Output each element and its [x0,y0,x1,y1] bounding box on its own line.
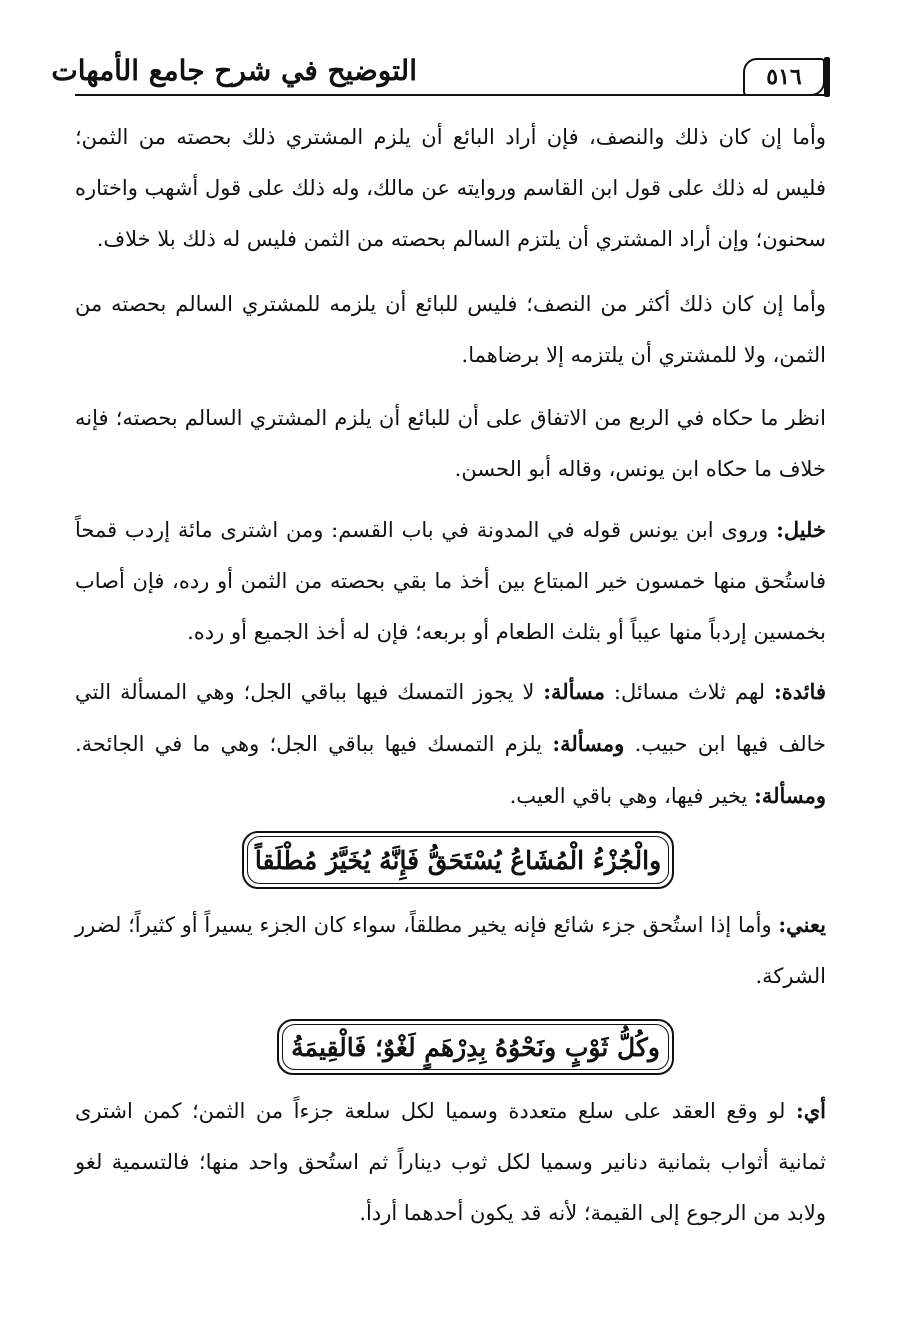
paragraph-lead: خليل: [776,517,826,542]
book-title: التوضيح في شرح جامع الأمهات [51,54,417,87]
paragraph-text: يخير فيها، وهي باقي العيب. [509,784,755,808]
matn-box-1 [242,831,674,889]
paragraph-3 [75,393,826,495]
paragraph-text: وأما إن كان ذلك والنصف، فإن أراد البائع أن يلزم المشتري ذلك بحصته من الثمن؛ فليس له ذلك على قول ابن القاسم وروايته عن مالك، وله ذلك على قول أشهب واختاره سحنون؛ وإن أراد المشتري أن يلتزم السالم بحصته من الثمن فليس له ذلك بلا خلاف. [75,125,826,251]
paragraph-2 [75,279,826,381]
page-number: ٥١٦ [743,58,825,96]
bold-term: ومسألة: [754,783,826,808]
paragraph-text: لو وقع العقد على سلع متعددة وسميا لكل سلعة جزءاً من الثمن؛ كمن اشترى ثمانية أثواب بثمانية دنانير وسميا لكل ثوب ديناراً ثم استُحق واحد منها؛ فالتسمية لغو ولابد من الرجوع إلى القيمة؛ لأنه قد يكون أحدهما أردأ. [75,1099,826,1225]
page-header [51,52,827,98]
paragraph-text: انظر ما حكاه في الربع من الاتفاق على أن للبائع أن يلزم المشتري السالم بحصته؛ فإنه خلاف ما حكاه ابن يونس، وقاله أبو الحسن. [75,406,826,481]
matn-text: والْجُزْءُ الْمُشَاعُ يُسْتَحَقُّ فَإِنَّهُ يُخَيَّرُ مُطْلَقاً [254,845,662,875]
paragraph-faida [75,666,826,822]
paragraph-text: لا يجوز التمسك فيها بباقي الجل؛ وهي المسألة التي خالف فيها ابن حبيب. [75,680,826,756]
bold-term: ومسألة: [552,731,625,756]
matn-box-2 [277,1019,674,1075]
paragraph-text: وأما إذا استُحق جزء شائع فإنه يخير مطلقاً، سواء كان الجزء يسيراً أو كثيراً؛ لضرر الشركة. [75,913,826,988]
paragraph-text: وروى ابن يونس قوله في المدونة في باب القسم: ومن اشترى مائة إردب قمحاً فاستُحق منها خمسون خير المبتاع بين أخذ ما بقي بحصته من الثمن أو رده، فإن أصاب بخمسين إردباً منها عيباً أو بثلث الطعام أو بربعه؛ فإن له أخذ الجميع أو رده. [75,518,826,644]
paragraph-text: وأما إن كان ذلك أكثر من النصف؛ فليس للبائع أن يلزمه للمشتري السالم بحصته من الثمن، ولا للمشتري أن يلتزمه إلا برضاهما. [75,292,826,367]
paragraph-ay [75,1085,826,1239]
matn-text: وكُلُّ ثَوْبٍ ونَحْوُهُ بِدِرْهَمٍ لَغْوٌ؛ فَالْقِيمَةُ [291,1032,660,1062]
bold-term: مسألة: [543,679,606,704]
paragraph-lead: يعني: [778,912,826,937]
paragraph-text: يلزم التمسك فيها بباقي الجل؛ وهي ما في الجائحة. [75,732,553,756]
paragraph-khalil [75,504,826,658]
header-divider [75,94,827,96]
paragraph-lead: فائدة: [773,679,826,704]
paragraph-yani [75,899,826,1002]
paragraph-text: لهم ثلاث مسائل: [605,680,774,704]
paragraph-lead: أي: [795,1098,826,1123]
paragraph-1 [75,112,826,265]
